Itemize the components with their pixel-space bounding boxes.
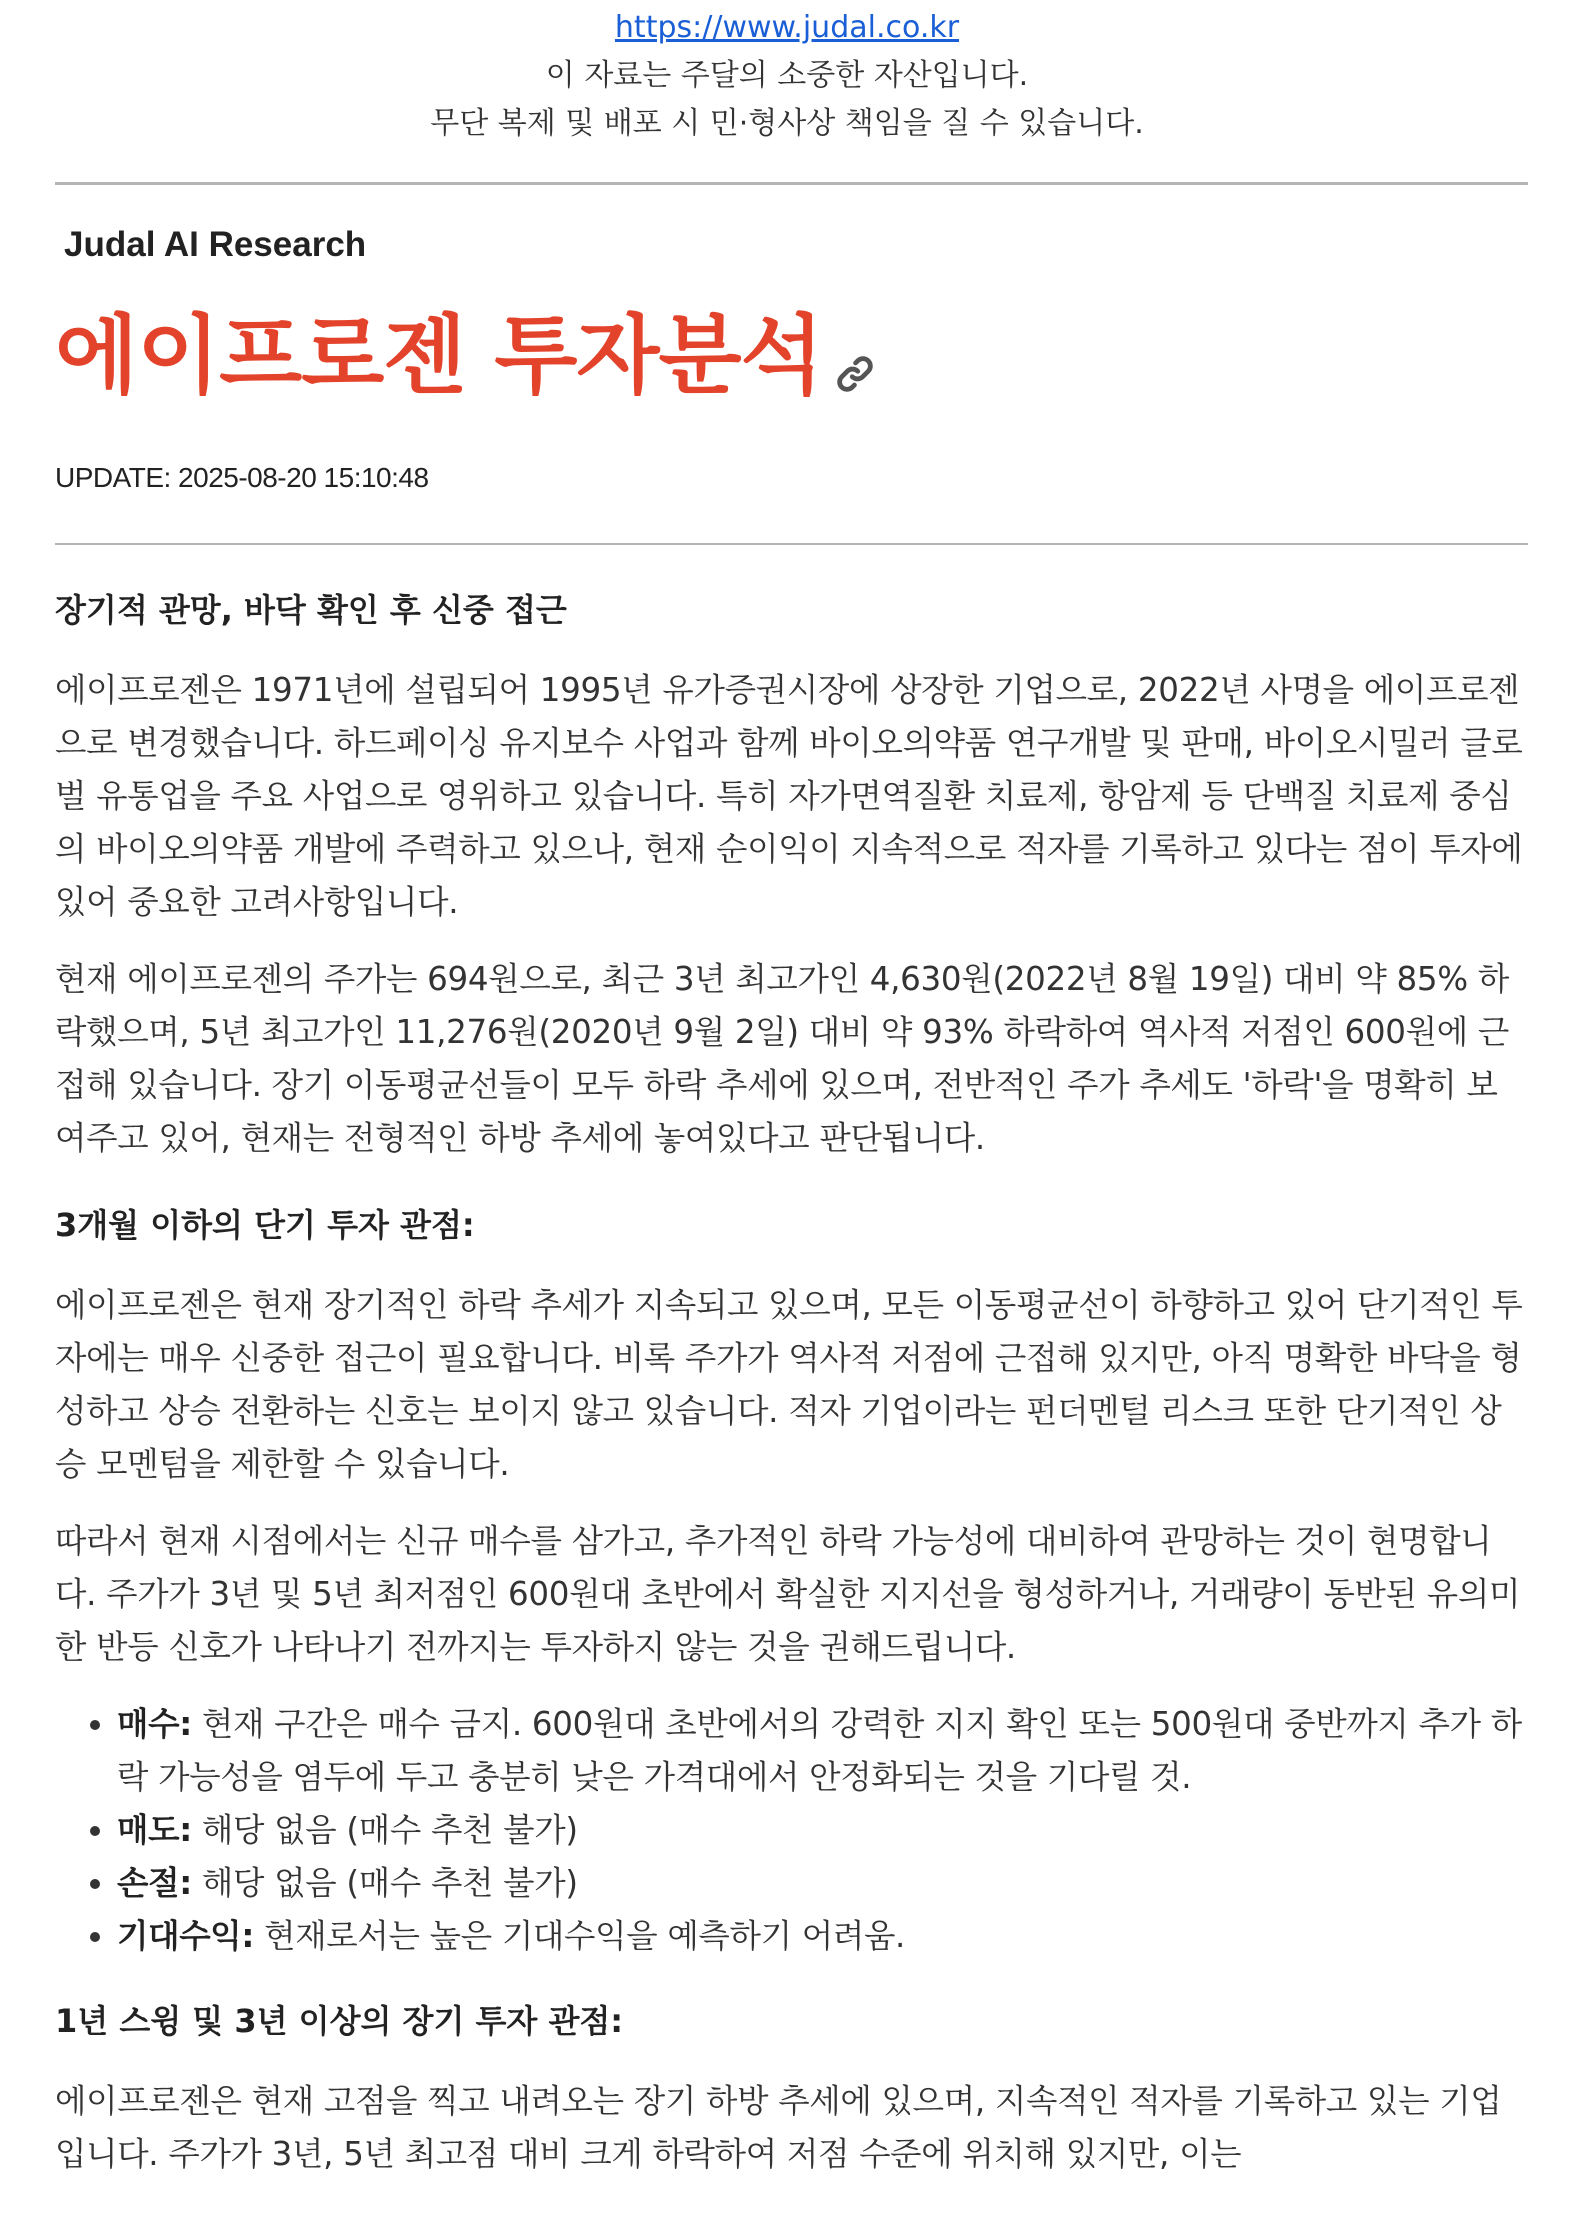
copyright-notice: [0, 0, 1574, 148]
short-term-heading: 3개월 이하의 단기 투자 관점:: [55, 1206, 475, 1244]
header-divider: [55, 543, 1528, 545]
list-item-text: 해당 없음 (매수 추천 불가): [191, 1811, 578, 1849]
list-item-text: 현재 구간은 매수 금지. 600원대 초반에서의 강력한 지지 확인 또는 500원대 중반까지 추가 하락 가능성을 염두에 두고 충분히 낮은 가격대에서 안정화되는 것을 기다릴 것.: [117, 1705, 1522, 1796]
link-icon[interactable]: [833, 352, 877, 396]
list-item-label: 손절:: [117, 1864, 192, 1902]
list-item-text: 해당 없음 (매수 추천 불가): [191, 1864, 578, 1902]
long-term-paragraph: 에이프로젠은 현재 고점을 찍고 내려오는 장기 하방 추세에 있으며, 지속적인 적자를 기록하고 있는 기업입니다. 주가가 3년, 5년 최고점 대비 크게 하락하여 저점 수준에 위치해 있지만, 이는: [55, 2082, 1502, 2173]
list-item-expected-return: [117, 1910, 1528, 1963]
company-overview-paragraph: 에이프로젠은 1971년에 설립되어 1995년 유가증권시장에 상장한 기업으로, 2022년 사명을 에이프로젠으로 변경했습니다. 하드페이싱 유지보수 사업과 함께 바이오의약품 연구개발 및 판매, 바이오시밀러 글로벌 유통업을 주요 사업으로 영위하고 있습니다. 특히 자가면역질환 치료제, 항암제 등 단백질 치료제 중심의 바이오의약품 개발에 주력하고 있으나, 현재 순이익이 지속적으로 적자를 기록하고 있다는 점이 투자에 있어 중요한 고려사항입니다.: [55, 671, 1523, 921]
site-link[interactable]: https://www.judal.co.kr: [614, 10, 960, 45]
summary-heading: 장기적 관망, 바닥 확인 후 신중 접근: [55, 591, 567, 629]
brand-label: Judal AI Research: [64, 225, 367, 264]
strategy-list: [55, 1698, 1528, 1963]
list-item-sell: [117, 1804, 1528, 1857]
analysis-body: [55, 586, 1528, 2205]
list-item-label: 기대수익:: [117, 1917, 255, 1955]
update-timestamp: UPDATE: 2025-08-20 15:10:48: [55, 462, 429, 493]
list-item-stoploss: [117, 1857, 1528, 1910]
page-title: 에이프로젠 투자분석: [55, 306, 823, 406]
list-item-buy: [117, 1698, 1528, 1804]
title-row: [55, 300, 877, 412]
short-term-paragraph-2: 따라서 현재 시점에서는 신규 매수를 삼가고, 추가적인 하락 가능성에 대비하여 관망하는 것이 현명합니다. 주가가 3년 및 5년 최저점인 600원대 초반에서 확실한 지지선을 형성하거나, 거래량이 동반된 유의미한 반등 신호가 나타나기 전까지는 투자하지 않는 것을 권해드립니다.: [55, 1522, 1521, 1666]
notice-line-2: 무단 복제 및 배포 시 민·형사상 책임을 질 수 있습니다.: [430, 106, 1144, 141]
list-item-text: 현재로서는 높은 기대수익을 예측하기 어려움.: [254, 1917, 906, 1955]
notice-line-1: 이 자료는 주달의 소중한 자산입니다.: [545, 58, 1029, 93]
list-item-label: 매수:: [117, 1705, 192, 1743]
short-term-paragraph-1: 에이프로젠은 현재 장기적인 하락 추세가 지속되고 있으며, 모든 이동평균선이 하향하고 있어 단기적인 투자에는 매우 신중한 접근이 필요합니다. 비록 주가가 역사적 저점에 근접해 있지만, 아직 명확한 바닥을 형성하고 상승 전환하는 신호는 보이지 않고 있습니다. 적자 기업이라는 펀더멘털 리스크 또한 단기적인 상승 모멘텀을 제한할 수 있습니다.: [55, 1286, 1523, 1483]
long-term-heading: 1년 스윙 및 3년 이상의 장기 투자 관점:: [55, 2002, 624, 2040]
list-item-label: 매도:: [117, 1811, 192, 1849]
top-divider: [55, 182, 1528, 185]
price-trend-paragraph: 현재 에이프로젠의 주가는 694원으로, 최근 3년 최고가인 4,630원(2022년 8월 19일) 대비 약 85% 하락했으며, 5년 최고가인 11,276원(2020년 9월 2일) 대비 약 93% 하락하여 역사적 저점인 600원에 근접해 있습니다. 장기 이동평균선들이 모두 하락 추세에 있으며, 전반적인 주가 추세도 '하락'을 명확히 보여주고 있어, 현재는 전형적인 하방 추세에 놓여있다고 판단됩니다.: [55, 960, 1509, 1157]
